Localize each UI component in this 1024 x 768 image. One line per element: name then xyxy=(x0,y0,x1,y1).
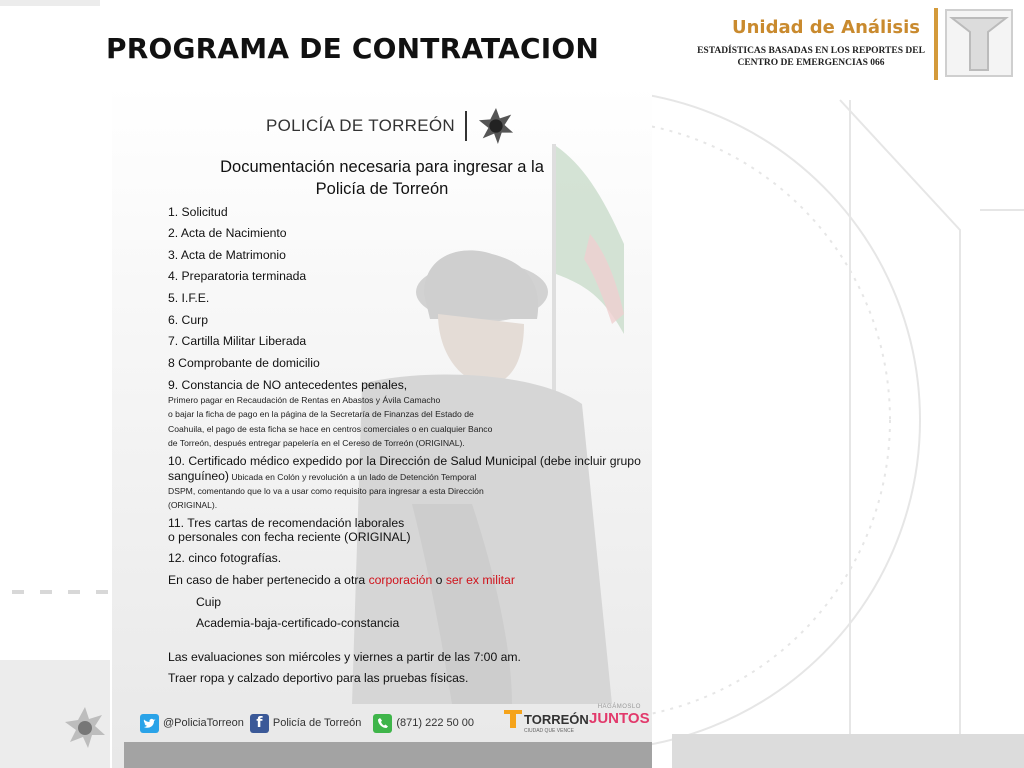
twitter-handle: @PoliciaTorreon xyxy=(163,717,244,729)
requirement-1: 1. Solicitud xyxy=(168,205,228,219)
poster-heading xyxy=(202,156,562,200)
header-separator xyxy=(465,111,467,141)
requirement-7: 7. Cartilla Militar Liberada xyxy=(168,334,307,348)
requirement-10: 10. Certificado médico expedido por la Dirección de Salud Municipal (debe incluir grupo xyxy=(168,454,641,468)
requirement-3: 3. Acta de Matrimonio xyxy=(168,248,286,262)
police-badge-icon xyxy=(477,106,515,146)
phone-icon xyxy=(373,714,392,733)
unit-subtitle-line1: ESTADÍSTICAS BASADAS EN LOS REPORTES DEL xyxy=(697,46,925,56)
extra-mid: o xyxy=(432,573,446,587)
torreon-logo-sub: CIUDAD QUE VENCE xyxy=(524,728,575,734)
juntos-logo xyxy=(589,704,650,727)
heading-line1: Documentación necesaria para ingresar a la xyxy=(220,158,544,176)
unit-logo-icon xyxy=(944,8,1014,78)
police-star-icon xyxy=(64,706,106,750)
req10-detail-1: Ubicada en Colón y revolución a un lado de Detención Temporal xyxy=(229,472,477,482)
torreon-city-logo xyxy=(504,710,589,734)
req9-detail-2: o bajar la ficha de pago en la página de la Secretaría de Finanzas del Estado de xyxy=(168,409,474,420)
req10-detail-2: DSPM, comentando que lo va a usar como requisito para ingresar a esta Dirección xyxy=(168,486,484,496)
juntos-word: JUNTOS xyxy=(589,710,650,727)
unit-subtitle xyxy=(686,45,936,69)
unit-subtitle-line2: CENTRO DE EMERGENCIAS 066 xyxy=(737,58,885,68)
req9-detail-3: Coahuila, el pago de esta ficha se hace en centros comerciales o en cualquier Banco xyxy=(168,423,493,434)
torreon-logo-text: TORREÓN xyxy=(524,711,589,727)
extra-condition xyxy=(168,573,515,587)
extra-corporacion: corporación xyxy=(368,573,433,587)
heading-line2: Policía de Torreón xyxy=(315,180,449,198)
juntos-top: HAGÁMOSLO xyxy=(597,704,641,710)
twitter-contact[interactable] xyxy=(140,714,244,733)
requirement-6: 6. Curp xyxy=(168,313,208,327)
facebook-page: Policía de Torreón xyxy=(272,717,362,729)
recruitment-poster xyxy=(112,84,652,768)
twitter-icon xyxy=(140,714,159,733)
poster-bottom-strip xyxy=(124,742,652,768)
requirement-2: 2. Acta de Nacimiento xyxy=(168,226,287,240)
requirement-10-detail xyxy=(168,484,484,513)
extra-prefix: En caso de haber pertenecido a otra xyxy=(168,573,369,587)
req9-detail-4: de Torreón, después entregar papelería en el Cereso de Torreón (ORIGINAL). xyxy=(168,437,465,448)
facebook-icon: f xyxy=(250,714,269,733)
police-name: POLICÍA DE TORREÓN xyxy=(266,116,455,135)
slide-title: PROGRAMA DE CONTRATACION xyxy=(106,32,600,65)
phone-contact[interactable] xyxy=(373,714,474,733)
unit-title: Unidad de Análisis xyxy=(732,17,920,38)
req10-detail-3: (ORIGINAL). xyxy=(168,500,218,511)
police-header xyxy=(266,106,515,146)
req10-line2: sanguíneo) xyxy=(168,469,229,483)
facebook-contact[interactable] xyxy=(250,714,361,733)
requirement-4: 4. Preparatoria terminada xyxy=(168,269,307,283)
requirement-11: 11. Tres cartas de recomendación laborales xyxy=(168,516,405,530)
phone-number: (871) 222 50 00 xyxy=(396,717,475,729)
note-evaluations: Las evaluaciones son miércoles y viernes a partir de las 7:00 am. xyxy=(168,650,521,664)
requirement-12: 12. cinco fotografías. xyxy=(168,551,282,565)
requirement-5: 5. I.F.E. xyxy=(168,291,210,305)
unit-divider xyxy=(934,8,938,80)
requirement-10-cont xyxy=(168,469,476,483)
requirement-9: 9. Constancia de NO antecedentes penales, xyxy=(168,378,408,392)
note-sportswear: Traer ropa y calzado deportivo para las pruebas físicas. xyxy=(168,671,469,685)
extra-academia: Academia-baja-certificado-constancia xyxy=(196,616,400,630)
requirement-9-detail xyxy=(168,393,492,450)
req9-detail-1: Primero pagar en Recaudación de Rentas en Abastos y Ávila Camacho xyxy=(168,395,441,405)
requirement-8: 8 Comprobante de domicilio xyxy=(168,356,320,370)
extra-cuip: Cuip xyxy=(196,595,222,609)
requirement-11-cont: o personales con fecha reciente (ORIGINAL) xyxy=(168,530,411,544)
torreon-logo-icon xyxy=(504,710,522,728)
extra-ex-militar: ser ex militar xyxy=(445,573,515,587)
